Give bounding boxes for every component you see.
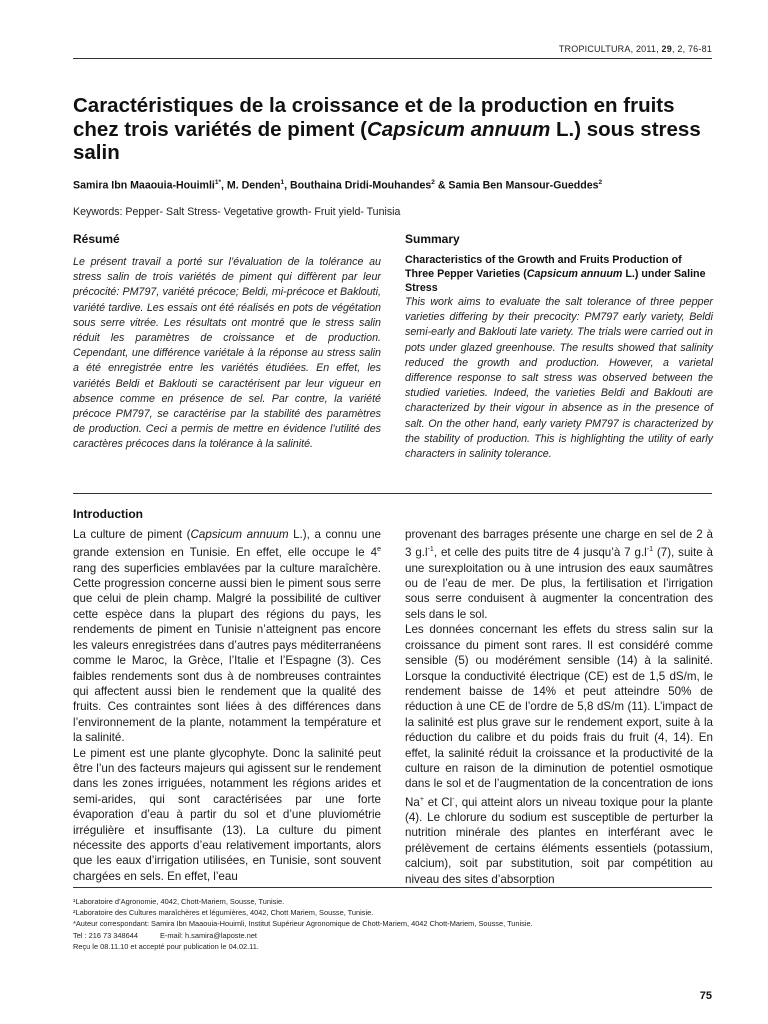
title-part1: Caractéristiques de la croissance et de la production en fruits chez trois variétés de piment ( xyxy=(73,94,675,141)
intro-p1-text-a: La culture de piment ( xyxy=(73,528,191,541)
resume-section xyxy=(73,232,381,453)
summary-title-part1: Characteristics of the Growth and Fruits Production of Three Pepper Varieties ( xyxy=(405,254,682,280)
resume-heading: Résumé xyxy=(73,232,120,246)
intro-p1-text-c: rang des superficies emblavées par la culture maraîchère. Cette progression concerne aussi bien le piment sous serre que celui de plein champ. Malgré la possibilité de cultiver cette espèce dans la plupart des régions du pays, les rendements de piment en Tunisie n’atteignent pas encore les valeurs enregistrées dans d’autres pays méditerranéens comme le Maroc, la Grèce, l’Italie et l’Espagne (3). Ces faibles rendements sont dus à de nombreuses contraintes qui affectent aussi bien le rendement que la qualité des fruits. Ces contraintes sont liées à des différences dans l’environnement de la plante, notamment la température et la salinité. xyxy=(73,561,381,745)
footnote-received: Reçu le 08.11.10 et accepté pour publication le 04.02.11. xyxy=(73,941,259,951)
introduction-paragraph-2: Le piment est une plante glycophyte. Donc la salinité peut être l’un des facteurs majeurs qui agissent sur le rendement dans les zones irriguées, notamment les régions arides et semi-arides, qui sont caractérisées par une forte évaporation d’eau à partir du sol et d’une pluviométrie irrégulière et insuffisante (13). La culture du piment nécessite des apports d’eau relativement importants, alors que les eaux d’irrigation utilisées, en Tunisie, sont souvent chargées en sels. En effet, l’eau xyxy=(73,746,381,883)
intro-p4-text-c: , qui atteint alors un niveau toxique pour la plante (4). Le chlorure du sodium est susceptible de perturber la nutrition minérale des plantes en interférant avec le prélèvement de certains éléments essentiels (potassium, calcium), soit par substitution, soit par compétition au niveau des sites d’absorption xyxy=(405,795,713,886)
summary-heading: Summary xyxy=(405,232,460,246)
author-3-affil: 2 xyxy=(431,179,435,186)
intro-p1-sup: e xyxy=(377,546,381,554)
intro-p4-sup-1: + xyxy=(419,795,424,803)
author-2-affil: 1 xyxy=(280,179,285,186)
summary-text: This work aims to evaluate the salt tolerance of three pepper varieties differing by their precocity: PM797 early variety, Beldi semi-early and Baklouti late variety. The trials were carried out in pots under glazed greenhouse. The results showed that salinity reduced the growth and production. However, a varietal difference response to salt stress was observed between the studied varieties. Indeed, the varieties Beldi and Baklouti are characterized by their vigour in absence as in the presence of salt. On the other hand, early variety PM797 is characterized by the stability of production. This is highlighting the utility of early characters in salinity tolerance. xyxy=(405,296,713,461)
author-2: , M. Denden xyxy=(221,179,281,192)
introduction-right-column xyxy=(405,527,713,887)
summary-title xyxy=(405,253,713,295)
intro-p3-text-a: provenant des barrages présente une charge en sel de 2 à 3 g.l xyxy=(405,528,713,560)
footnote-tel: Tel : 216 73 348644 xyxy=(73,930,138,940)
summary-section xyxy=(405,232,713,462)
resume-text: Le présent travail a porté sur l’évaluation de la tolérance au stress salin de trois variétés de piment qui diffèrent par leur précocité: PM797, variété précoce; Beldi, mi-précoce et Baklouti, variété tardive. Les essais ont été réalisés en pots de végétation sous serre vitrée. Les résultats ont montré que le stress salin réduit les paramètres de croissance et de production. Cependant, une différence variétale à la réponse au stress salin a été enregistrée entre les variétés étudiées. En effet, les variétés Beldi et Baklouti se caractérisent par leur vigueur en absence comme en présence de sel. Par contre, la variété précoce PM797, se caractérise par la stabilité des paramètres de production. Ceci a permis de mettre en évidence l’utilité des caractères précoces dans la tolérance à la salinité. xyxy=(73,256,381,451)
author-1-affil: 1* xyxy=(214,179,222,186)
journal-suffix: , 2, 76-81 xyxy=(671,44,712,54)
author-4: & Samia Ben Mansour-Gueddes xyxy=(434,179,599,192)
footnotes xyxy=(73,896,713,952)
abstract-divider xyxy=(73,493,712,494)
article-title xyxy=(73,94,713,165)
keywords: Keywords: Pepper- Salt Stress- Vegetative growth- Fruit yield- Tunisia xyxy=(73,206,401,218)
journal-volume: 29 xyxy=(661,44,672,54)
footnote-contact xyxy=(73,930,713,941)
intro-p3-sup-2: -1 xyxy=(646,546,653,554)
summary-title-species: Capsicum annuum xyxy=(526,268,623,280)
title-species: Capsicum annuum xyxy=(366,117,551,141)
footnote-corresponding-author: *Auteur correspondant: Samira Ibn Maaouia-Houimli, Institut Supérieur Agronomique de Chott-Mariem, 4042 Chott-Mariem, Sousse, Tunisie. xyxy=(73,919,533,929)
introduction-paragraph-1 xyxy=(73,527,381,746)
author-1: Samira Ibn Maaouia-Houimli xyxy=(73,179,215,192)
author-list xyxy=(73,179,602,192)
intro-p4-sup-2: - xyxy=(452,795,455,803)
footnote-email: E-mail: h.samira@laposte.net xyxy=(159,930,257,940)
journal-prefix: TROPICULTURA, 2011, xyxy=(558,44,662,54)
footnote-divider xyxy=(73,887,712,888)
footnote-affiliation-1: ¹Laboratoire d’Agronomie, 4042, Chott-Mariem, Sousse, Tunisie. xyxy=(73,897,285,906)
journal-citation xyxy=(559,44,712,54)
footnote-affiliation-2: ²Laboratoire des Cultures maraîchères et légumières, 4042, Chott Mariem, Sousse, Tunisie. xyxy=(73,908,374,918)
intro-p4-text-a: Les données concernant les effets du stress salin sur la croissance du piment sont rares. Il est considéré comme sensible (5) ou modérément sensible (14) à la salinité. Lorsque la conductivité électrique (CE) est de 1,5 dS/m, le rendement baisse de 14% et peut atteindre 50% de réduction à une CE de l’ordre de 5,8 dS/m (11). L’impact de la salinité est plus grave sur le rendement export, suite à la réduction du calibre et du poids frais du fruit (4, 14). En effet, la salinité réduit la croissance et la productivité de la culture en raison de la diminution de potentiel osmotique dans le sol et de l’augmentation de la concentration de ions Na xyxy=(405,623,713,809)
intro-p1-species: Capsicum annuum xyxy=(190,528,289,541)
introduction-left-column xyxy=(73,507,381,884)
intro-p3-text-c: (7), suite à une surexploitation ou à une intrusion des eaux saumâtres ou de l’eau de mer. De plus, la fertilisation et l’irrigation sous serre conduisent à augmenter la concentration des sels dans le sol. xyxy=(405,546,714,621)
author-4-affil: 2 xyxy=(598,179,603,186)
introduction-paragraph-3 xyxy=(405,527,713,622)
intro-p4-text-b: et Cl xyxy=(423,795,453,809)
intro-p3-text-b: , et celle des puits titre de 4 jusqu’à 7 g.l xyxy=(433,546,647,560)
summary-title-part2: L.) under Saline Stress xyxy=(405,268,706,294)
author-3: , Bouthaina Dridi-Mouhandes xyxy=(284,179,432,192)
intro-p3-sup-1: -1 xyxy=(427,546,434,554)
introduction-heading: Introduction xyxy=(73,507,143,521)
introduction-paragraph-4 xyxy=(405,622,713,887)
intro-p1-text-b: L.), a connu une grande extension en Tunisie. En effet, elle occupe le 4 xyxy=(73,528,381,560)
header-divider xyxy=(73,58,712,59)
title-part2: L.) sous stress salin xyxy=(73,117,701,164)
page-number: 75 xyxy=(699,990,712,1002)
